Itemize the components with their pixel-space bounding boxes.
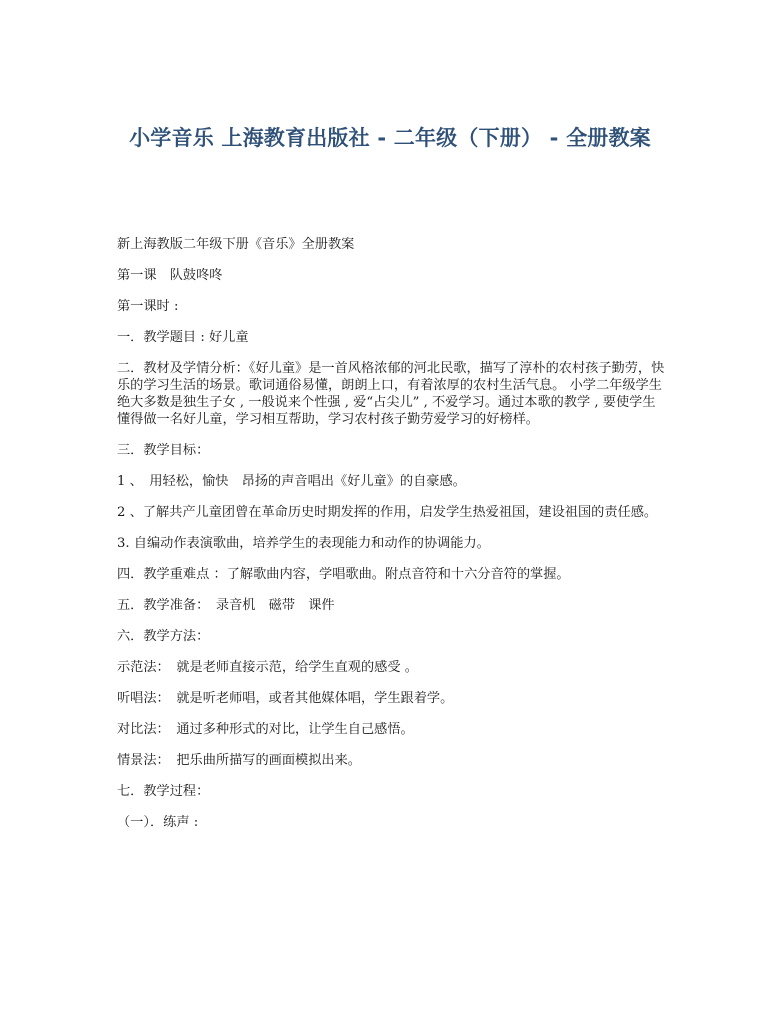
paragraph-lesson-heading: 第一课 队鼓咚咚 <box>117 268 223 283</box>
paragraph-goal-1: 1 、 用轻松，愉快 昂扬的声音唱出《好儿童》的自豪感。 <box>117 474 466 489</box>
document-body <box>117 236 665 845</box>
paragraph-method-compare: 对比法： 通过多种形式的对比，让学生自己感悟。 <box>117 722 414 737</box>
paragraph-method-scene: 情景法： 把乐曲所描写的画面模拟出来。 <box>117 753 361 768</box>
paragraph-method-demo: 示范法： 就是老师直接示范，给学生直观的感受 。 <box>117 660 418 675</box>
paragraph-goal-2: 2 、了解共产儿童团曾在革命历史时期发挥的作用，启发学生热爱祖国，建设祖国的责任感。 <box>117 505 658 520</box>
paragraph-goal-3: 3. 自编动作表演歌曲，培养学生的表现能力和动作的协调能力。 <box>117 536 490 551</box>
paragraph-method-listen: 听唱法： 就是听老师唱，或者其他媒体唱，学生跟着学。 <box>117 691 454 706</box>
paragraph-section-7: 七．教学过程： <box>117 784 210 799</box>
paragraph-section-5: 五．教学准备： 录音机 磁带 课件 <box>117 598 335 613</box>
paragraph-section-1: 一．教学题目 : 好儿童 <box>117 330 249 345</box>
paragraph-section-4: 四．教学重难点 ：了解歌曲内容，学唱歌曲。附点音符和十六分音符的掌握。 <box>117 567 570 582</box>
paragraph-intro: 新上海教版二年级下册《音乐》全册教案 <box>117 237 355 252</box>
paragraph-section-3: 三．教学目标： <box>117 443 210 458</box>
paragraph-section-2: 二．教材及学情分析：《好儿童》是一首风格浓郁的河北民歌，描写了淳朴的农村孩子勤劳，快乐的学习生活的场景。歌词通俗易懂，朗朗上口，有着浓厚的农村生活气息。 小学二年级学生绝大多数是独生子女 , 一般说来个性强 , 爱“占尖儿” , 不爱学习。通过本歌的教学 , 要使学生懂得做一名好儿童，学习相互帮助，学习农村孩子勤劳爱学习的好榜样。 <box>117 361 665 427</box>
paragraph-first-period: 第一课时 : <box>117 299 179 314</box>
paragraph-section-6: 六．教学方法： <box>117 629 210 644</box>
document-title: 小学音乐 上海教育出版社 - 二年级（下册） - 全册教案 <box>129 126 651 150</box>
paragraph-warmup: （一）．练声 : <box>117 815 199 830</box>
